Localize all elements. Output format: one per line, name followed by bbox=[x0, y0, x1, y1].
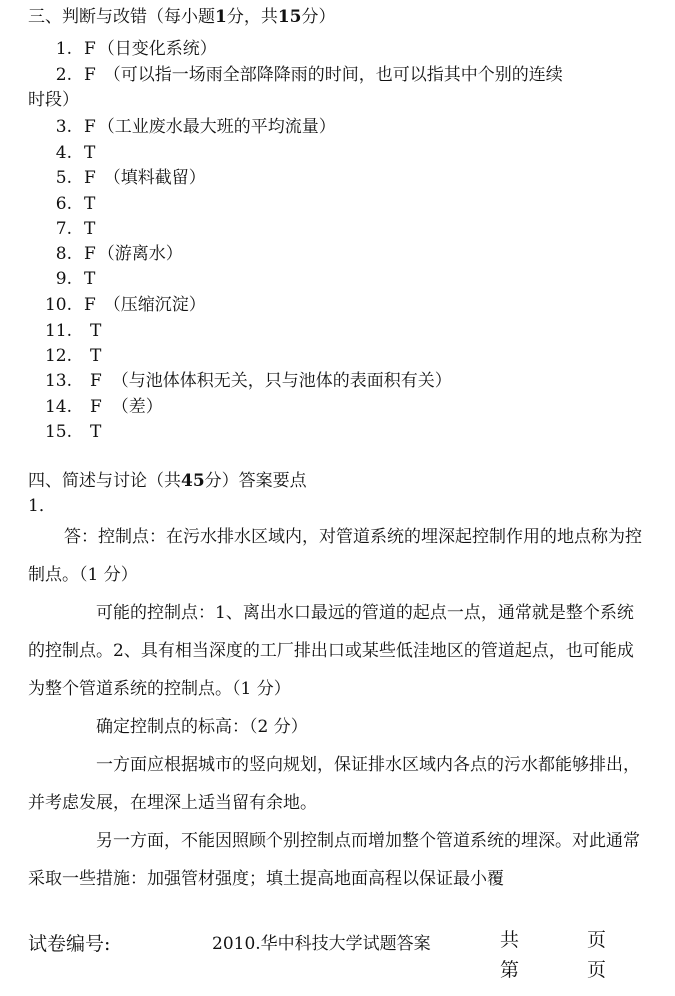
answer-paragraph-3-text: 确定控制点的标高：（2 分） bbox=[96, 717, 308, 737]
answer-paragraph-2 bbox=[28, 594, 648, 708]
item-value: F bbox=[84, 117, 96, 137]
total-pages-suffix: 页 bbox=[587, 929, 607, 951]
list-item bbox=[28, 243, 183, 265]
item-number: 2. bbox=[55, 65, 72, 85]
section3-title bbox=[28, 6, 336, 28]
answer-paragraph-2-text: 可能的控制点：1、离出水口最远的管道的起点一点，通常就是整个系统的控制点。2、具有相当深度的工厂排出口或某些低洼地区的管道起点，也可能成为整个管道系统的控制点。（1 分） bbox=[28, 603, 634, 699]
item-note: （可以指一场雨全部降降雨的时间，也可以指其中个别的连续 bbox=[103, 65, 563, 85]
list-item-continuation bbox=[28, 89, 79, 111]
answer-paragraph-4-text: 一方面应根据城市的竖向规划，保证排水区域内各点的污水都能够排出，并考虑发展，在埋深上适当留有余地。 bbox=[28, 755, 640, 813]
item-note: （差） bbox=[111, 397, 163, 417]
section3-title-prefix: 三、判断与改错（每小题 bbox=[28, 7, 215, 27]
answer-paragraph-3 bbox=[28, 708, 648, 746]
list-item bbox=[28, 294, 206, 316]
item-value: T bbox=[84, 194, 96, 214]
section3-title-suffix: 分） bbox=[301, 7, 336, 27]
item-value: F bbox=[84, 168, 96, 188]
item-value: F bbox=[84, 65, 96, 85]
item-note: （日变化系统） bbox=[97, 39, 217, 59]
item-number: 5. bbox=[55, 168, 72, 188]
exam-number-label: 试卷编号: bbox=[28, 933, 111, 955]
list-item bbox=[28, 193, 95, 215]
list-item bbox=[28, 64, 563, 86]
answer-paragraph-1-text: 答：控制点：在污水排水区域内，对管道系统的埋深起控制作用的地点称为控制点。（1 分） bbox=[28, 527, 642, 585]
item-number: 9. bbox=[55, 269, 72, 289]
list-item bbox=[28, 38, 217, 60]
item-note: （与池体体积无关，只与池体的表面积有关） bbox=[111, 371, 452, 391]
answer-paragraph-5 bbox=[28, 822, 648, 898]
section4-title-prefix: 四、简述与讨论（共 bbox=[28, 471, 181, 491]
item-number: 11. bbox=[44, 321, 72, 341]
item-number: 4. bbox=[55, 143, 72, 163]
item-note: （工业废水最大班的平均流量） bbox=[97, 117, 336, 137]
section3-title-n2: 15 bbox=[277, 7, 302, 27]
page-number-label bbox=[500, 958, 606, 982]
item-number: 12. bbox=[44, 346, 72, 366]
list-item bbox=[28, 167, 206, 189]
item-note: （游离水） bbox=[97, 244, 183, 264]
section4-title-suffix: 分）答案要点 bbox=[204, 471, 307, 491]
list-item bbox=[28, 345, 101, 367]
item-note: （填料截留） bbox=[103, 168, 206, 188]
footer-title: 2010.华中科技大学试题答案 bbox=[212, 934, 431, 954]
item-number: 13. bbox=[44, 371, 72, 391]
item-number: 6. bbox=[55, 194, 72, 214]
item-value: T bbox=[84, 219, 96, 239]
item-value: F bbox=[84, 39, 96, 59]
item-value: T bbox=[90, 346, 102, 366]
answer-paragraph-5-text: 另一方面，不能因照顾个别控制点而增加整个管道系统的埋深。对此通常采取一些措施：加强管材强度；填土提高地面高程以保证最小覆 bbox=[28, 831, 640, 889]
list-item bbox=[28, 268, 95, 290]
question-number-text: 1． bbox=[28, 496, 56, 516]
page-number-prefix: 第 bbox=[500, 959, 520, 981]
item-value: T bbox=[84, 143, 96, 163]
item-note: （压缩沉淀） bbox=[103, 295, 206, 315]
list-item bbox=[28, 218, 95, 240]
section4-title bbox=[28, 470, 307, 492]
item-note-continuation: 时段） bbox=[28, 90, 79, 110]
answer-paragraph-1 bbox=[28, 518, 648, 594]
page-number-suffix: 页 bbox=[587, 959, 607, 981]
list-item bbox=[28, 370, 452, 392]
item-value: F bbox=[84, 295, 96, 315]
item-value: F bbox=[90, 397, 102, 417]
item-number: 1. bbox=[55, 39, 72, 59]
item-value: F bbox=[90, 371, 102, 391]
item-number: 10. bbox=[44, 295, 72, 315]
total-pages-prefix: 共 bbox=[500, 929, 520, 951]
list-item bbox=[28, 320, 101, 342]
list-item bbox=[28, 421, 101, 443]
list-item bbox=[28, 142, 95, 164]
item-number: 3. bbox=[55, 117, 72, 137]
item-value: T bbox=[90, 422, 102, 442]
section3-title-n1: 1 bbox=[215, 7, 227, 27]
list-item bbox=[28, 396, 163, 418]
list-item bbox=[28, 116, 336, 138]
item-value: T bbox=[90, 321, 102, 341]
item-value: F bbox=[84, 244, 96, 264]
item-number: 8. bbox=[55, 244, 72, 264]
question-number bbox=[28, 495, 56, 517]
item-number: 14. bbox=[44, 397, 72, 417]
answer-paragraph-4 bbox=[28, 746, 648, 822]
section3-title-mid: 分，共 bbox=[226, 7, 278, 27]
total-pages-label bbox=[500, 928, 606, 952]
item-value: T bbox=[84, 269, 96, 289]
item-number: 7. bbox=[55, 219, 72, 239]
section4-title-n: 45 bbox=[181, 471, 205, 491]
item-number: 15. bbox=[44, 422, 72, 442]
